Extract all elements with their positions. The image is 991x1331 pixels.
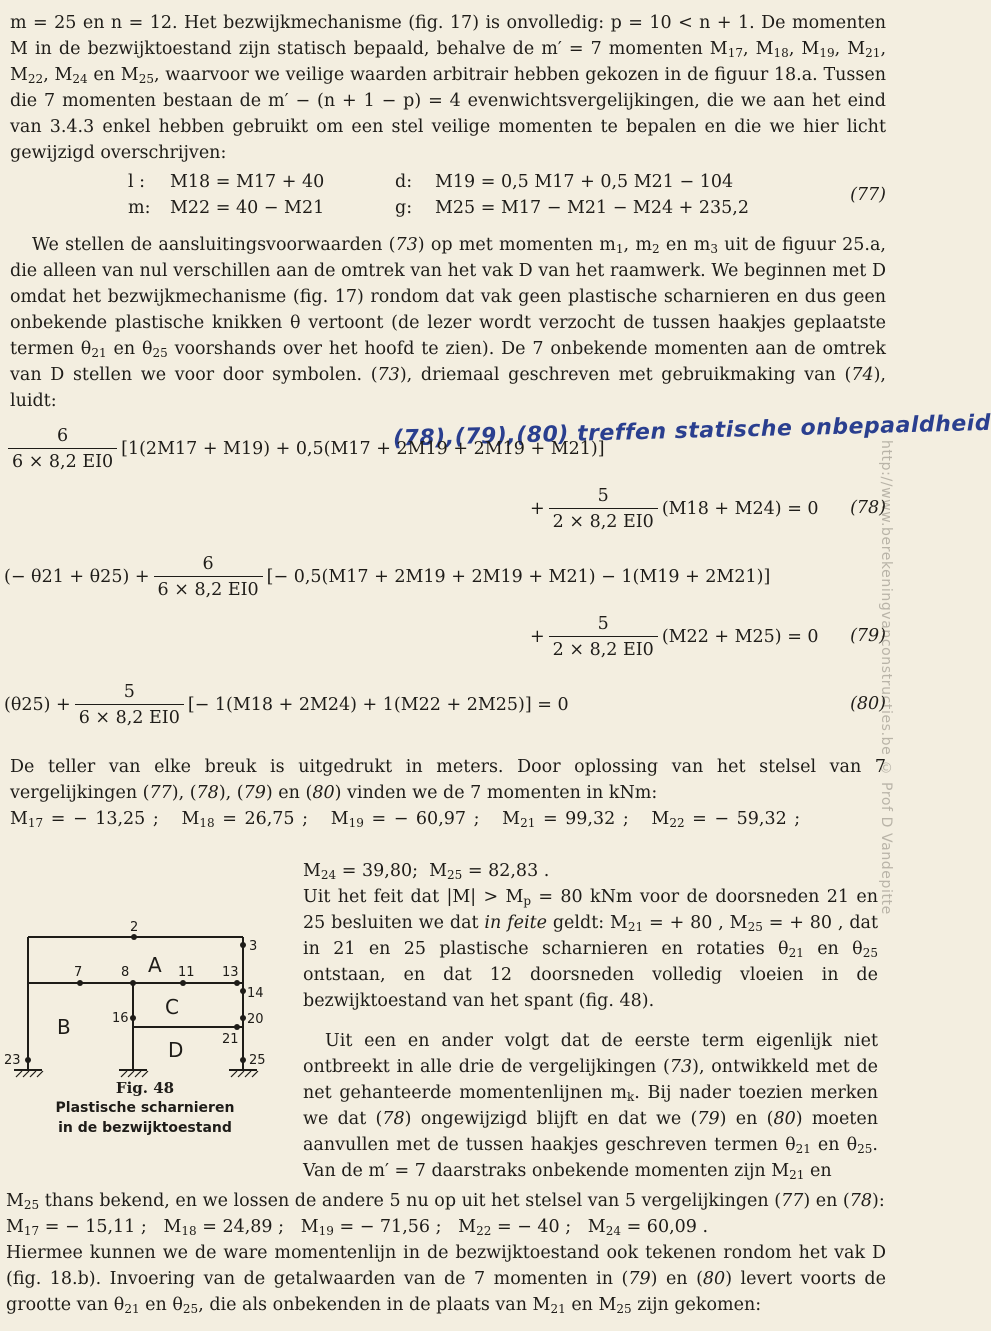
- node-label-11: 11: [178, 965, 195, 980]
- node-label-13: 13: [222, 965, 239, 980]
- equation-79: (− θ21 + θ25) + $\frac{6}{6 \times 8,2 EI0}$ [− 0,5(M17 + 2M19 + 2M19 + M21) − 1(M19 + 2M21)] + $\frac{5}{2 \times 8,2 EI0}$ (M22 + M25) = 0 (79): [4, 554, 886, 660]
- equation-80: [4, 682, 886, 748]
- paragraph-3: De teller van elke breuk is uitgedrukt in meters. Door oplossing van het stelsel van 7 vergelijkingen (77), (78), (79) en (80) vinden we de 7 momenten in kNm:: [10, 757, 886, 803]
- eq77-number: (77): [850, 185, 886, 205]
- eq78-tail: (M18 + M24) = 0: [661, 499, 819, 519]
- eq79-frac2-num: 5: [597, 614, 609, 634]
- paragraph-6: $M_{25}$ thans bekend, en we lossen de andere 5 nu op uit het stelsel van 5 vergelijkingen (77) en (78):: [6, 1191, 885, 1212]
- eq77-d-label: d:: [395, 172, 413, 192]
- equation-77: [10, 172, 886, 232]
- eq78-frac2-den: 2 × 8,2 EI0: [549, 508, 658, 533]
- eq77-g-label: g:: [395, 198, 413, 218]
- node-label-16: 16: [112, 1011, 129, 1026]
- eq77-g-expr: M25 = M17 − M21 − M24 + 235,2: [435, 198, 750, 218]
- eq78-frac2-num: 5: [597, 486, 609, 506]
- node-label-3: 3: [249, 939, 258, 954]
- paragraph-1: m = 25 en n = 12. Het bezwijkmechanisme (fig. 17) is onvolledig: p = 10 < n + 1. De momenten M in de bezwijktoestand zijn statisch bepaald, behalve de m′ = 7 momenten $M_{17}$, $M_{18}$, $M_{19}$, $M_{21}$, $M_{22}$, $M_{24}$ en $M_{25}$, waarvoor we veilige waarden arbitrair hebben gekozen in de figuur 18.a. Tussen die 7 momenten bestaan de m′ − (n + 1 − p) = 4 evenwichtsvergelijkingen, die we aan het eind van 3.4.3 enkel hebben gebruikt om een stel veilige momenten te bepalen en die we hier licht gewijzigd overschrijven:: [10, 13, 887, 163]
- eq80-frac1-den: 6 × 8,2 EI0: [75, 704, 184, 729]
- node-label-21: 21: [222, 1032, 239, 1047]
- eq78-bracket: [1(2M17 + M19) + 0,5(M17 + 2M19 + 2M19 + M21)]: [121, 439, 605, 459]
- paragraph-5: Uit een en ander volgt dat de eerste term eigenlijk niet ontbreekt in alle drie de vergelijkingen (73), ontwikkeld met de net gehanteerde momentenlijnen $m_k$. Bij nader toezien merken we dat (78) ongewijzigd blijft en dat we (79) en (80) moeten aanvullen met de tussen haakjes geschreven termen $\theta_{21}$ en $\theta_{25}$. Van de m′ = 7 daarstraks onbekende momenten zijn $M_{21}$ en: [303, 1031, 878, 1182]
- eq78-number: (78): [850, 498, 886, 518]
- caption-line-1: Plastische scharnieren: [55, 1100, 235, 1116]
- watermark: http://www.berekeningvanconstructies.be © Prof D Vandepitte: [878, 440, 894, 915]
- node-label-7: 7: [74, 965, 83, 980]
- region-label-d: D: [168, 1038, 184, 1062]
- eq78-frac1-num: 6: [57, 426, 69, 446]
- region-label-b: B: [57, 1015, 71, 1039]
- results-line-3: $M_{17}$ = − 15,11 ; $M_{18} = 24,89$ ; $M_{19}$ = − 71,56 ; $M_{22}$ = − 40 ; $M_{24} = 60,09$ .: [6, 1217, 709, 1238]
- results-line-1: $M_{17}$ = − 13,25 ; $M_{18} = 26,75$ ; $M_{19}$ = − 60,97 ; $M_{21} = 99,32$ ; $M_{22}$ = − 59,32 ;: [10, 809, 801, 830]
- figure-caption: [45, 1078, 245, 1138]
- results-line-2: $M_{24} = 39,80$; $M_{25} = 82,83$ .: [303, 861, 550, 882]
- eq79-frac2-den: 2 × 8,2 EI0: [549, 636, 658, 661]
- caption-line-2: in de bezwijktoestand: [58, 1120, 232, 1136]
- node-label-25: 25: [249, 1053, 266, 1068]
- paragraph-7: Hiermee kunnen we de ware momentenlijn in de bezwijktoestand ook tekenen rondom het vak D (fig. 18.b). Invoering van de getalwaarden van de 7 momenten in (79) en (80) levert voorts de grootte van $\theta_{21}$ en $\theta_{25}$, die als onbekenden in de plaats van $M_{21}$ en $M_{25}$ zijn gekomen:: [6, 1243, 886, 1316]
- node-label-2: 2: [130, 920, 139, 935]
- eq80-bracket: [− 1(M18 + 2M24) + 1(M22 + 2M25)] = 0: [187, 695, 569, 715]
- eq80-frac1-num: 5: [123, 682, 135, 702]
- side-text: [303, 858, 878, 1184]
- eq77-l-expr: M18 = M17 + 40: [170, 172, 325, 192]
- eq79-frac1-num: 6: [202, 554, 214, 574]
- eq79-bracket: [− 0,5(M17 + 2M19 + 2M19 + M21) − 1(M19 + 2M21)]: [266, 567, 771, 587]
- eq80-lead: (θ25) +: [4, 695, 71, 715]
- node-label-14: 14: [247, 986, 264, 1001]
- eq77-m-expr: M22 = 40 − M21: [170, 198, 325, 218]
- eq77-m-label: m:: [128, 198, 151, 218]
- node-label-23: 23: [4, 1053, 21, 1068]
- paragraph-2: We stellen de aansluitingsvoorwaarden (73) op met momenten $m_1$, $m_2$ en $m_3$ uit de figuur 25.a, die alleen van nul verschillen aan de omtrek van het vak D van het raamwerk. We beginnen met D omdat het bezwijkmechanisme (fig. 17) rondom dat vak geen plastische scharnieren en dus geen onbekende plastische knikken θ vertoont (de lezer wordt verzocht de tussen haakjes geplaatste termen $\theta_{21}$ en $\theta_{25}$ voorshands over het hoofd te zien). De 7 onbekende momenten aan de omtrek van D stellen we voor door symbolen. (73), driemaal geschreven met gebruikmaking van (74), luidt:: [10, 235, 887, 411]
- eq79-tail: (M22 + M25) = 0: [661, 627, 819, 647]
- handwritten-annotation: (78),(79),(80) treffen statische onbepaaldheid: [392, 410, 991, 452]
- paragraph-4: Uit het feit dat $|M| > M_p = 80$ kNm voor de doorsneden 21 en 25 besluiten we dat in feite geldt: $M_{21}$ = + 80 , $M_{25}$ = + 80 , dat in 21 en 25 plastische scharnieren en rotaties $\theta_{21}$ en $\theta_{25}$ ontstaan, en dat 12 doorsneden volledig vloeien in de bezwijktoestand van het spant (fig. 48).: [303, 887, 879, 1011]
- region-label-c: C: [165, 995, 179, 1019]
- eq77-d-expr: M19 = 0,5 M17 + 0,5 M21 − 104: [435, 172, 734, 192]
- bottom-text: [6, 1188, 886, 1318]
- eq77-l-label: l :: [128, 172, 146, 192]
- equation-78: $\frac{6}{6 \times 8,2 EI0}$ [1(2M17 + M19) + 0,5(M17 + 2M19 + 2M19 + M21)] + $\frac{5}{2 \times 8,2 EI0}$ (M18 + M24) = 0 (78): [10, 426, 886, 546]
- eq79-number: (79): [850, 626, 886, 646]
- node-label-20: 20: [247, 1012, 264, 1027]
- eq80-number: (80): [850, 694, 886, 714]
- node-label-8: 8: [121, 965, 130, 980]
- region-label-a: A: [148, 953, 162, 977]
- eq79-lead: (− θ21 + θ25) +: [4, 567, 150, 587]
- eq78-frac1-den: 6 × 8,2 EI0: [8, 448, 117, 473]
- eq79-frac1-den: 6 × 8,2 EI0: [154, 576, 263, 601]
- caption-title: Fig. 48: [115, 1079, 175, 1097]
